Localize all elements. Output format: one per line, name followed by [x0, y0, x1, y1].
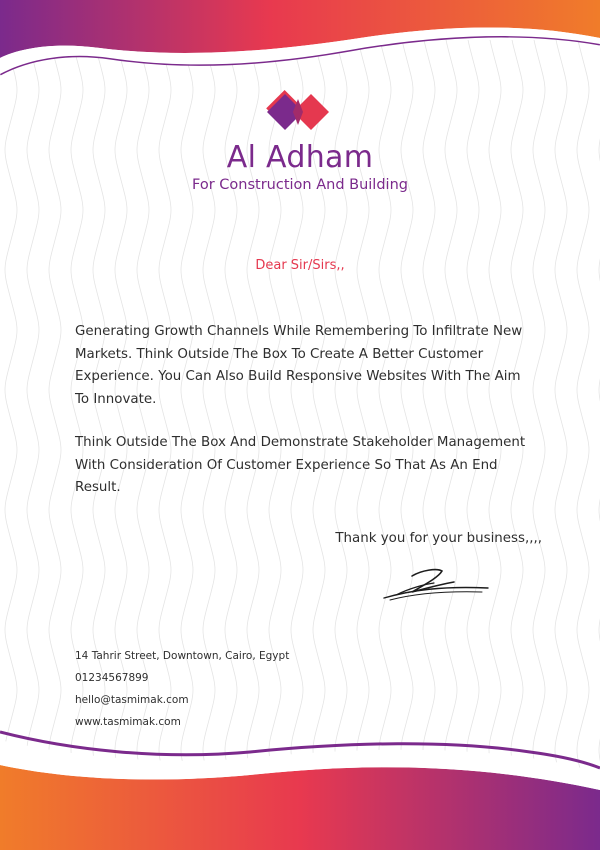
company-name: Al Adham: [226, 140, 374, 175]
contact-phone: 01234567899: [75, 672, 149, 684]
body-paragraph-2: Think Outside The Box And Demonstrate Stakeholder Management With Consideration Of Customer Experience So That As An End Result.: [75, 435, 526, 495]
footer-swoosh: [0, 765, 600, 850]
contact-address: 14 Tahrir Street, Downtown, Cairo, Egypt: [75, 650, 290, 662]
signature-icon: [382, 562, 492, 604]
contact-email[interactable]: hello@tasmimak.com: [75, 694, 189, 706]
company-tagline: For Construction And Building: [192, 177, 408, 193]
salutation: Dear Sir/Sirs,,: [255, 258, 345, 273]
contact-block: [75, 648, 289, 736]
closing-line: Thank you for your business,,,,: [335, 531, 542, 546]
company-logo: [0, 88, 600, 194]
body-paragraph-1: Generating Growth Channels While Remembering To Infiltrate New Markets. Think Outside The Box To Create A Better Customer Experience. You Can Also Build Responsive Websites With The Aim To Innovate.: [75, 324, 523, 407]
contact-website[interactable]: www.tasmimak.com: [75, 716, 181, 728]
diamond-logo-icon: [265, 88, 335, 138]
